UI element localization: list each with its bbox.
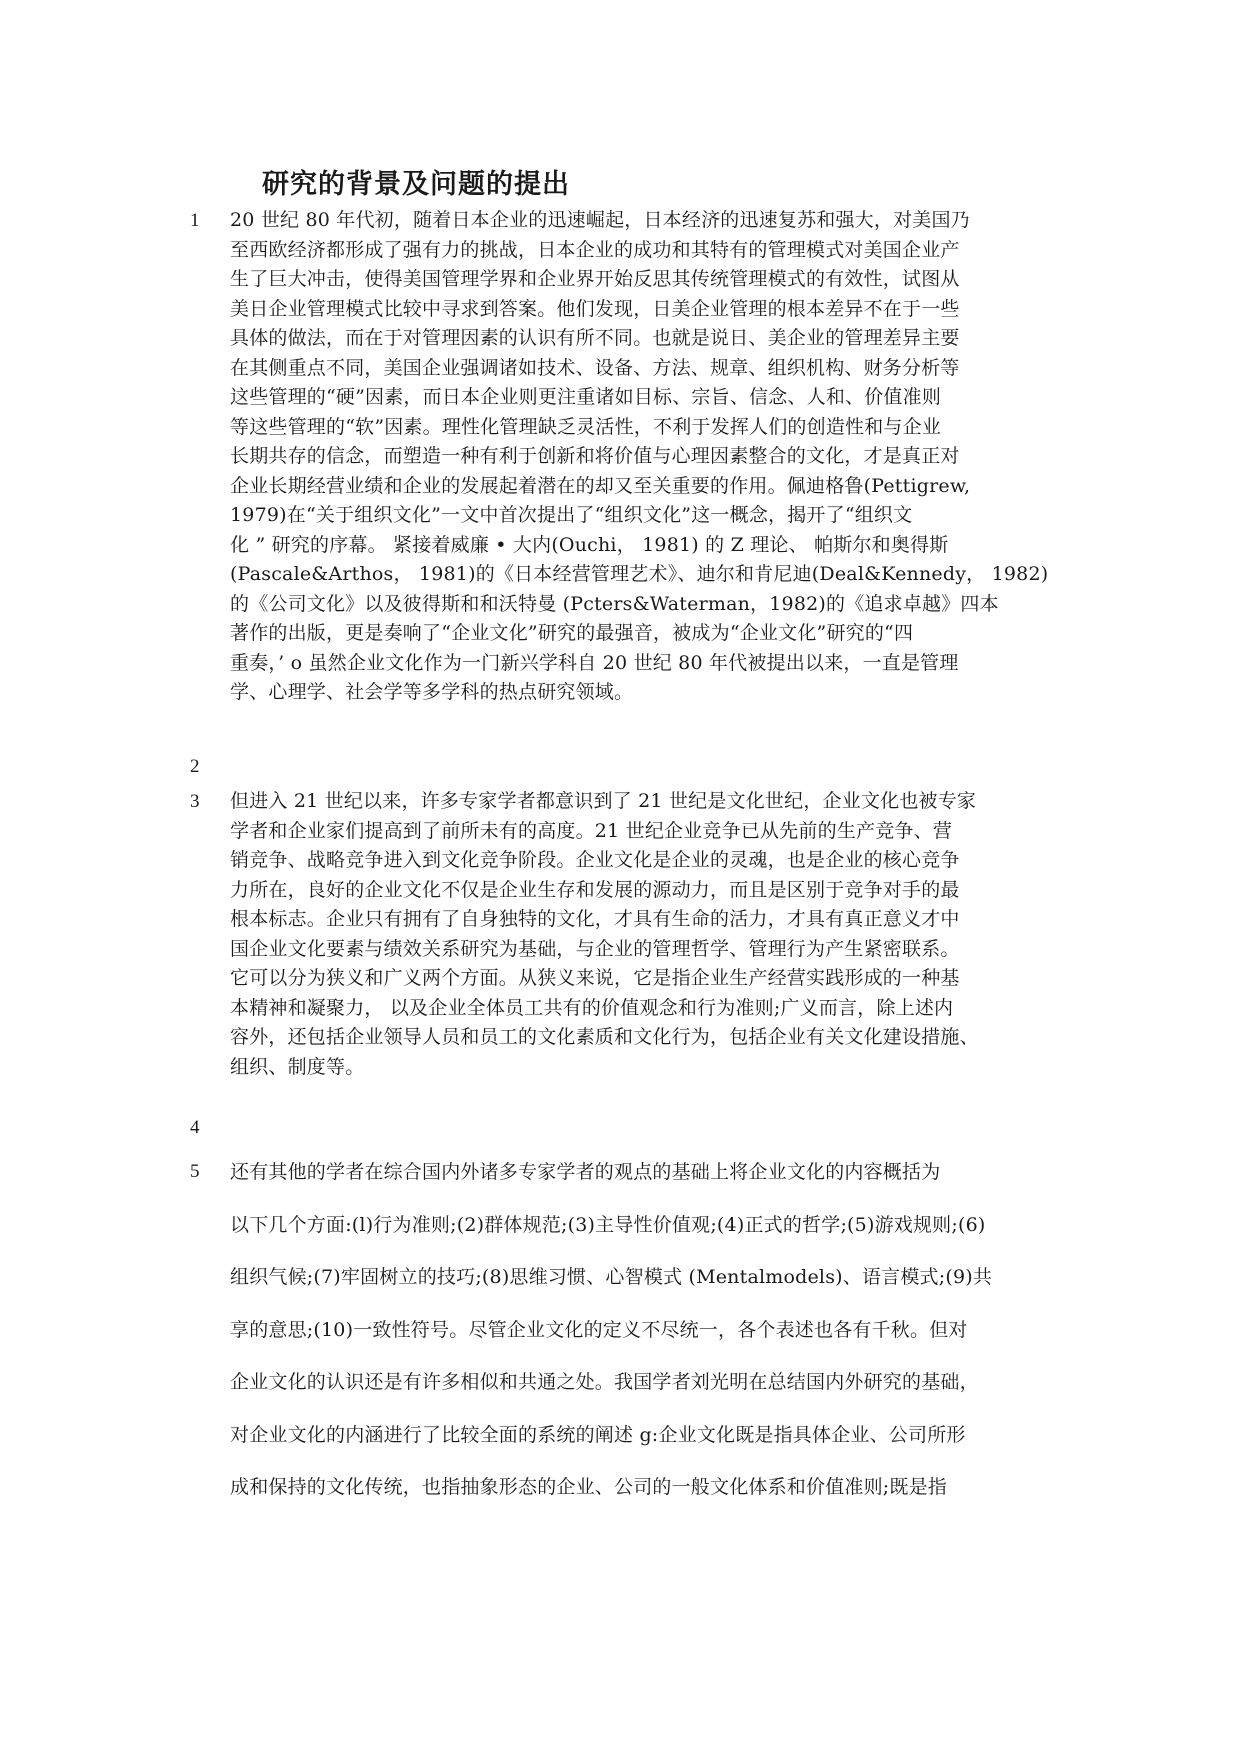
- text-line: 著作的出版，更是奏响了“企业文化”研究的最强音，被成为“企业文化”研究的“四: [230, 622, 914, 644]
- paragraph-text: [230, 787, 1060, 1082]
- line-number: 5: [190, 1161, 200, 1182]
- text-line: 20 世纪 80 年代初，随着日本企业的迅速崛起，日本经济的迅速复苏和强大，对美国乃: [230, 209, 970, 231]
- section-title: 研究的背景及问题的提出: [262, 169, 570, 200]
- text-line: 美日企业管理模式比较中寻求到答案。他们发现，日美企业管理的根本差异不在于一些: [230, 297, 960, 320]
- text-line: 成和保持的文化传统，也指抽象形态的企业、公司的一般文化体系和价值准则;既是指: [230, 1476, 948, 1498]
- text-line: 力所在，良好的企业文化不仅是企业生存和发展的源动力，而且是区别于竞争对手的最: [230, 878, 960, 901]
- text-line: 等这些管理的“软”因素。理性化管理缺乏灵活性，不利于发挥人们的创造性和与企业: [230, 415, 942, 438]
- text-line: 学者和企业家们提高到了前所未有的高度。21 世纪企业竞争已从先前的生产竞争、营: [230, 819, 953, 842]
- text-line: 享的意思;(10)一致性符号。尽管企业文化的定义不尽统一，各个表述也各有千秋。但对: [230, 1318, 968, 1341]
- text-line: 的《公司文化》以及彼得斯和和沃特曼 (Pcters&Waterman，1982)的《追求卓越》四本: [230, 592, 999, 615]
- text-line: 销竞争、战略竞争进入到文化竞争阶段。企业文化是企业的灵魂，也是企业的核心竞争: [230, 849, 960, 871]
- text-line: 以下几个方面:(l)行为准则;(2)群体规范;(3)主导性价值观;(4)正式的哲学;(5)游戏规则;(6): [230, 1213, 986, 1236]
- text-line: 本精神和凝聚力， 以及企业全体员工共有的价值观念和行为准则;广义而言，除上述内: [230, 996, 954, 1019]
- text-line: 还有其他的学者在综合国内外诸多专家学者的观点的基础上将企业文化的内容概括为: [230, 1161, 941, 1183]
- paragraph-text: [230, 206, 1060, 708]
- paragraph-text: [230, 1146, 1060, 1514]
- text-line: 化 ” 研究的序幕。 紧接着威廉 • 大内(Ouchi， 1981) 的 Z 理论、 帕斯尔和奥得斯: [230, 533, 949, 556]
- text-line: 对企业文化的内涵进行了比较全面的系统的阐述 g:企业文化既是指具体企业、公司所形: [230, 1423, 966, 1446]
- text-line: 企业文化的认识还是有许多相似和共通之处。我国学者刘光明在总结国内外研究的基础，: [230, 1371, 979, 1393]
- line-number: 1: [190, 210, 200, 231]
- text-line: 国企业文化要素与绩效关系研究为基础，与企业的管理哲学、管理行为产生紧密联系。: [230, 937, 960, 960]
- text-line: 这些管理的“硬”因素，而日本企业则更注重诸如目标、宗旨、信念、人和、价值准则: [230, 386, 942, 408]
- text-line: 在其侧重点不同，美国企业强调诸如技术、设备、方法、规章、组织机构、财务分析等: [230, 356, 960, 379]
- line-number: 4: [190, 1117, 200, 1138]
- text-line: 容外，还包括企业领导人员和员工的文化素质和文化行为，包括企业有关文化建设措施、: [230, 1026, 979, 1048]
- text-line: 具体的做法，而在于对管理因素的认识有所不同。也就是说日、美企业的管理差异主要: [230, 327, 960, 349]
- text-line: 学、心理学、社会学等多学科的热点研究领域。: [230, 681, 634, 703]
- line-number: 3: [190, 791, 200, 812]
- text-line: 但进入 21 世纪以来，许多专家学者都意识到了 21 世纪是文化世纪，企业文化也被专家: [230, 790, 977, 812]
- text-line: 组织、制度等。: [230, 1055, 365, 1078]
- text-line: 企业长期经营业绩和企业的发展起着潜在的却又至关重要的作用。佩迪格鲁(Pettigrew,: [230, 474, 971, 497]
- text-line: 组织气候;(7)牢固树立的技巧;(8)思维习惯、心智模式 (Mentalmodels)、语言模式;(9)共: [230, 1266, 993, 1288]
- text-line: 长期共存的信念，而塑造一种有利于创新和将价值与心理因素整合的文化，才是真正对: [230, 445, 960, 467]
- text-line: 1979)在“关于组织文化”一文中首次提出了“组织文化”这一概念，揭开了“组织文: [230, 504, 913, 526]
- text-line: 根本标志。企业只有拥有了自身独特的文化，才具有生命的活力，才具有真正意义才中: [230, 908, 960, 930]
- text-line: 重奏，’ o 虽然企业文化作为一门新兴学科自 20 世纪 80 年代被提出以来，一直是管理: [230, 651, 959, 674]
- line-number: 2: [190, 756, 200, 777]
- text-line: (Pascale&Arthos， 1981)的《日本经营管理艺术》、迪尔和肯尼迪(Deal&Kennedy， 1982): [230, 563, 1049, 585]
- text-line: 生了巨大冲击，使得美国管理学界和企业界开始反思其传统管理模式的有效性，试图从: [230, 268, 960, 290]
- text-line: 至西欧经济都形成了强有力的挑战，日本企业的成功和其特有的管理模式对美国企业产: [230, 238, 960, 261]
- text-line: 它可以分为狭义和广义两个方面。从狭义来说，它是指企业生产经营实践形成的一种基: [230, 967, 960, 989]
